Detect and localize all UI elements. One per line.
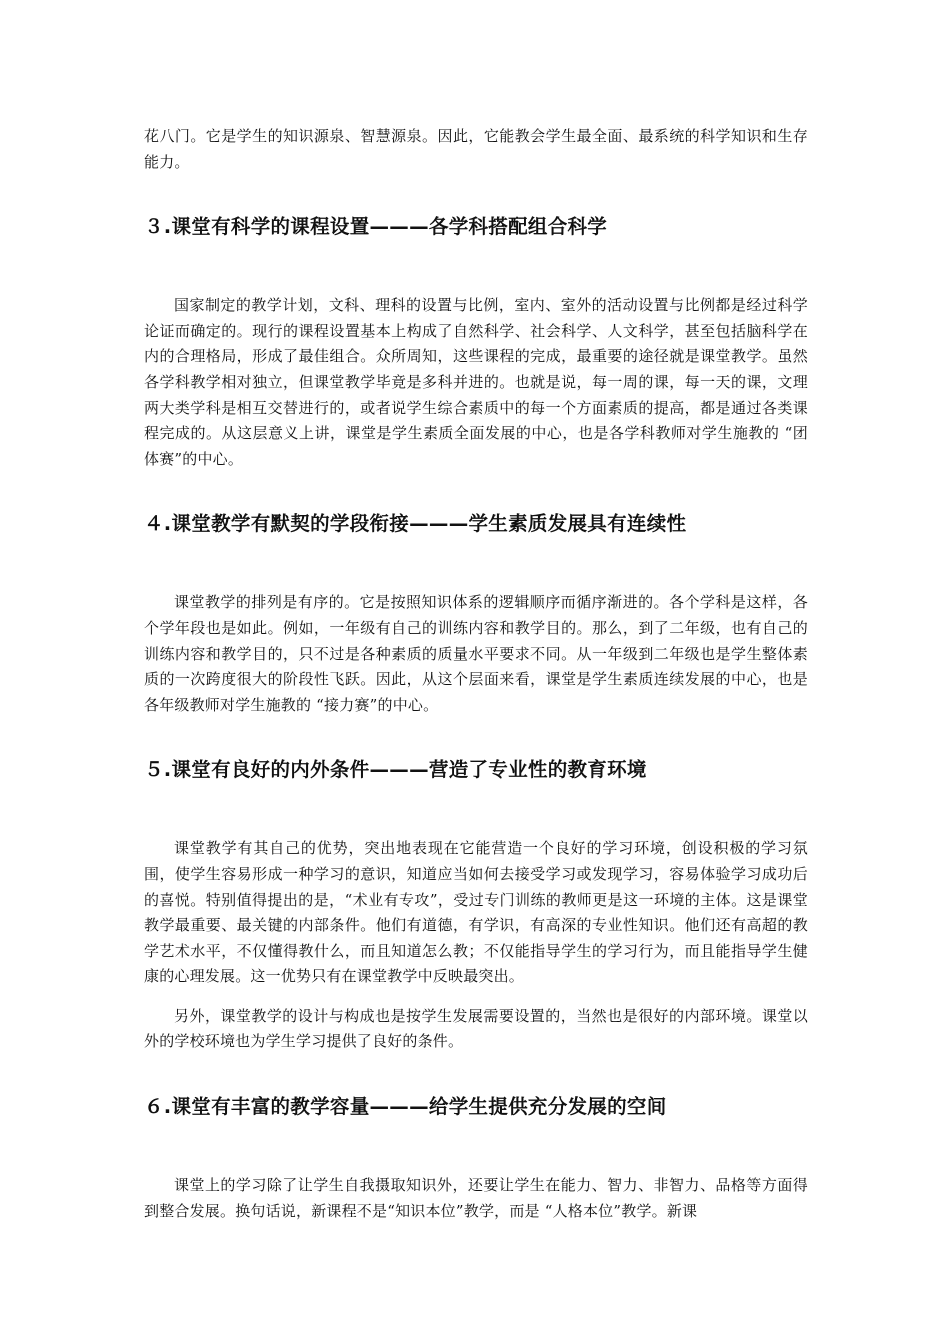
intro-paragraph: 花八门。它是学生的知识源泉、智慧源泉。因此，它能教会学生最全面、最系统的科学知识和生存能力。 bbox=[144, 127, 808, 171]
section-3-paragraph: 国家制定的教学计划，文科、理科的设置与比例，室内、室外的活动设置与比例都是经过科学论证而确定的。现行的课程设置基本上构成了自然科学、社会科学、人文科学，甚至包括脑科学在内的合理格局，形成了最佳组合。众所周知，这些课程的完成，最重要的途径就是课堂教学。虽然各学科教学相对独立，但课堂教学毕竟是多科并进的。也就是说，每一周的课，每一天的课，文理两大类学科是相互交替进行的，或者说学生综合素质中的每一个方面素质的提高，都是通过各类课程完成的。从这层意义上讲，课堂是学生素质全面发展的中心，也是各学科教师对学生施教的 “团体赛”的中心。 bbox=[144, 296, 808, 468]
spacer bbox=[144, 472, 808, 510]
spacer bbox=[144, 1121, 808, 1173]
section-6-heading: ６.课堂有丰富的教学容量———给学生提供充分发展的空间 bbox=[144, 1095, 667, 1119]
spacer bbox=[144, 784, 808, 836]
spacer bbox=[144, 718, 808, 756]
section-4-heading: ４.课堂教学有默契的学段衔接———学生素质发展具有连续性 bbox=[144, 512, 687, 536]
section-5-heading: ５.课堂有良好的内外条件———营造了专业性的教育环境 bbox=[144, 758, 647, 782]
spacer bbox=[144, 175, 808, 213]
section-6-paragraph: 课堂上的学习除了让学生自我摄取知识外，还要让学生在能力、智力、非智力、品格等方面得到整合发展。换句话说，新课程不是“知识本位”教学，而是 “人格本位”教学。新课 bbox=[144, 1176, 808, 1220]
document-page bbox=[144, 124, 808, 1224]
spacer bbox=[144, 990, 808, 1004]
section-5-paragraph-2: 另外，课堂教学的设计与构成也是按学生发展需要设置的，当然也是很好的内部环境。课堂以外的学校环境也为学生学习提供了良好的条件。 bbox=[144, 1006, 808, 1051]
section-4-paragraph: 课堂教学的排列是有序的。它是按照知识体系的逻辑顺序而循序渐进的。各个学科是这样，各个学年段也是如此。例如，一年级有自己的训练内容和教学目的。那么，到了二年级，也有自己的训练内容和教学目的，只不过是各种素质的质量水平要求不同。从一年级到二年级也是学生整体素质的一次跨度很大的阶段性飞跃。因此，从这个层面来看，课堂是学生素质连续发展的中心，也是各年级教师对学生施教的 “接力赛”的中心。 bbox=[144, 593, 808, 714]
section-5-paragraph-1: 课堂教学有其自己的优势，突出地表现在它能营造一个良好的学习环境，创设积极的学习氛围，使学生容易形成一种学习的意识，知道应当如何去接受学习或发现学习，容易体验学习成功后的喜悦。特别值得提出的是，“术业有专攻”，受过专门训练的教师更是这一环境的主体。这是课堂教学最重要、最关键的内部条件。他们有道德，有学识，有高深的专业性知识。他们还有高超的教学艺术水平，不仅懂得教什么，而且知道怎么教；不仅能指导学生的学习行为，而且能指导学生健康的心理发展。这一优势只有在课堂教学中反映最突出。 bbox=[144, 839, 808, 986]
spacer bbox=[144, 538, 808, 590]
section-3-heading: ３.课堂有科学的课程设置———各学科搭配组合科学 bbox=[144, 215, 608, 239]
spacer bbox=[144, 241, 808, 293]
spacer bbox=[144, 1055, 808, 1093]
